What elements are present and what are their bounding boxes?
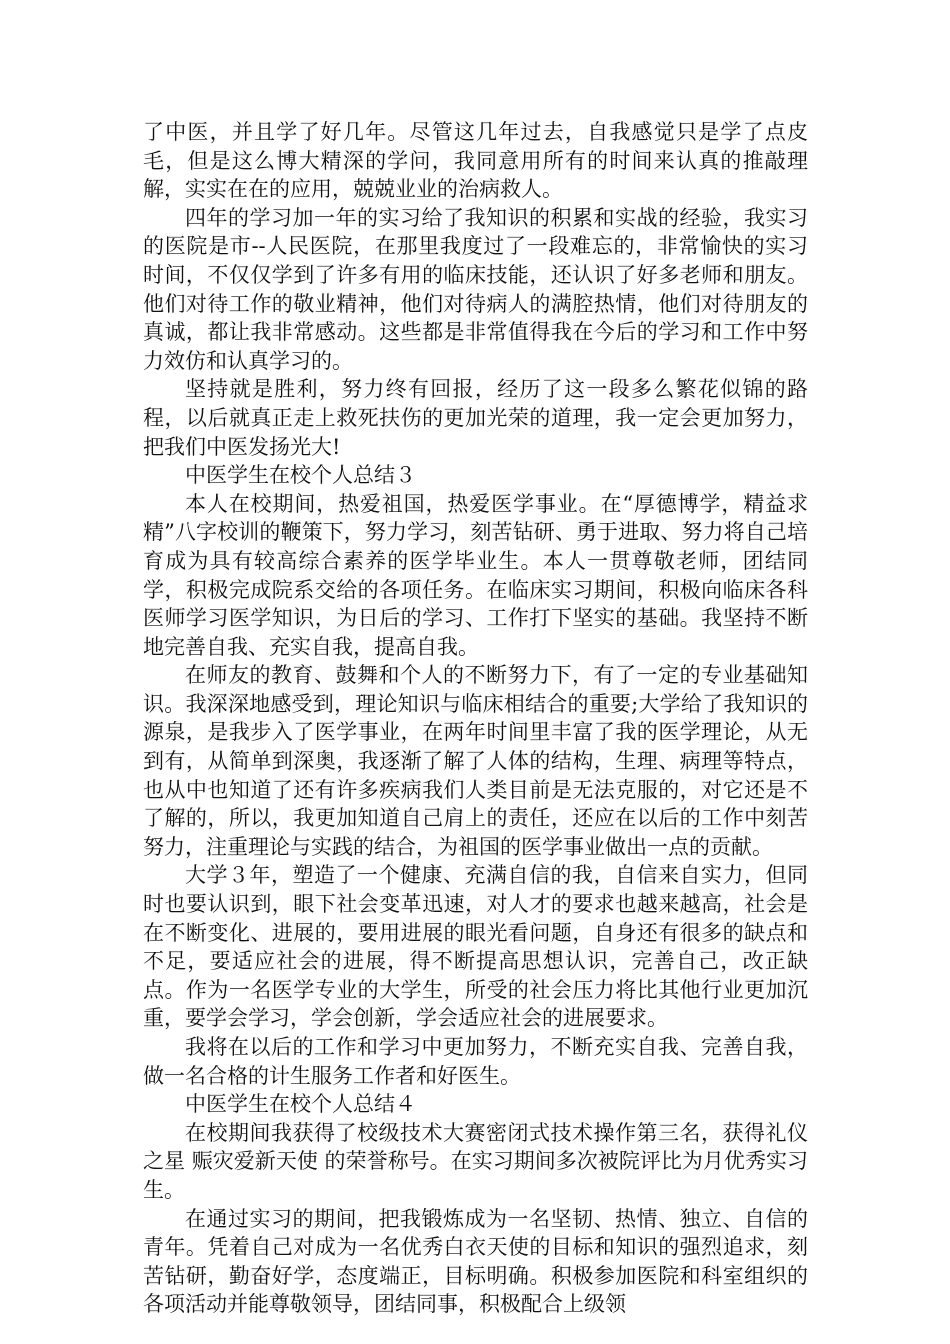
paragraph-three-years: 大学３年，塑造了一个健康、充满自信的我，自信来自实力，但同时也要认识到，眼下社会变革迅速，对人才的要求也越来越高，社会是在不断变化、进展的，要用进展的眼光看问题，自身还有很多的缺点和不足，要适应社会的进展，得不断提高思想认识，完善自己，改正缺点。作为一名医学专业的大学生，所受的社会压力将比其他行业更加沉重，要学会学习，学会创新，学会适应社会的进展要求。 [143,863,808,1031]
section-heading-4: 中医学生在校个人总结４ [185,1092,416,1117]
paragraph-future: 我将在以后的工作和学习中更加努力，不断充实自我、完善自我，做一名合格的计生服务工作者和好医生。 [143,1035,808,1088]
paragraph-growth: 在通过实习的期间，把我锻炼成为一名坚韧、热情、独立、自信的青年。凭着自己对成为一名优秀白衣天使的目标和知识的强烈追求，刻苦钻研，勤奋好学，态度端正，目标明确。积极参加医院和科室组织的各项活动并能尊敬领导，团结同事，积极配合上级领 [143,1206,808,1317]
paragraph-knowledge: 在师友的教育、鼓舞和个人的不断努力下，有了一定的专业基础知识。我深深地感受到，理论知识与临床相结合的重要;大学给了我知识的源泉，是我步入了医学事业，在两年时间里丰富了我的医学理论，从无到有，从简单到深奥，我逐渐了解了人体的结构，生理、病理等特点，也从中也知道了还有许多疾病我们人类目前是无法克服的，对它还是不了解的，所以，我更加知道自己肩上的责任，还应在以后的工作中刻苦努力，注重理论与实践的结合，为祖国的医学事业做出一点的贡献。 [143,663,808,859]
paragraph-school-period: 本人在校期间，热爱祖国，热爱医学事业。在“厚德博学，精益求精”八字校训的鞭策下，努力学习，刻苦钻研、勇于进取、努力将自己培育成为具有较高综合素养的医学毕业生。本人一贯尊敬老师，团结同学，积极完成院系交给的各项任务。在临床实习期间，积极向临床各科医师学习医学知识，为日后的学习、工作打下坚实的基础。我坚持不断地完善自我、充实自我，提高自我。 [143,491,808,659]
document-page [143,118,808,1319]
paragraph-perseverance: 坚持就是胜利，努力终有回报，经历了这一段多么繁花似锦的路程，以后就真正走上救死扶伤的更加光荣的道理，我一定会更加努力，把我们中医发扬光大! [143,377,808,459]
paragraph-awards: 在校期间我获得了校级技术大赛密闭式技术操作第三名，获得礼仪之星 赈灾爱新天使 的荣誉称号。在实习期间多次被院评比为月优秀实习生。 [143,1120,808,1202]
paragraph-internship: 四年的学习加一年的实习给了我知识的积累和实战的经验，我实习的医院是市--人民医院，在那里我度过了一段难忘的，非常愉快的实习时间，不仅仅学到了许多有用的临床技能，还认识了好多老师和朋友。他们对待工作的敬业精神，他们对待病人的满腔热情，他们对待朋友的真诚，都让我非常感动。这些都是非常值得我在今后的学习和工作中努力效仿和认真学习的。 [143,205,808,373]
section-heading-3: 中医学生在校个人总结３ [185,463,416,488]
paragraph-continuation: 了中医，并且学了好几年。尽管这几年过去，自我感觉只是学了点皮毛，但是这么博大精深的学问，我同意用所有的时间来认真的推敲理解，实实在在的应用，兢兢业业的治病救人。 [143,120,808,202]
